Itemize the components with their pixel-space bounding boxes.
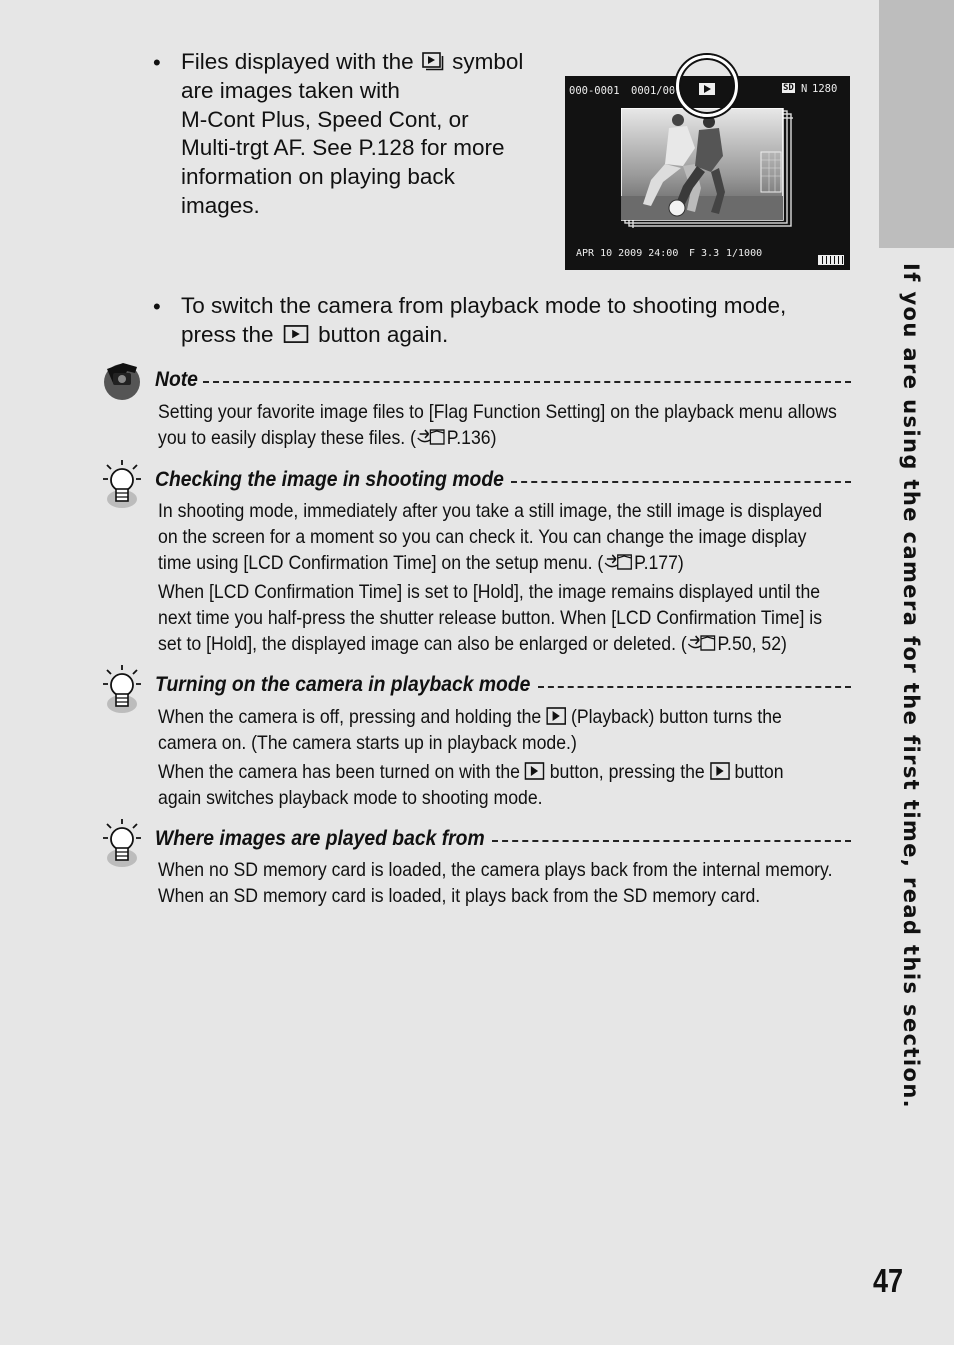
playback-button-icon <box>282 323 310 342</box>
tip-text: When the camera is off, pressing and holding the <box>158 706 542 728</box>
playback-button-icon <box>525 761 545 779</box>
page-reference-icon <box>687 633 718 651</box>
tip-text: P.177) <box>634 552 684 574</box>
note-body <box>158 399 846 454</box>
bullet-1-line: Files displayed with the <box>181 49 414 74</box>
tip-text: When no SD memory card is loaded, the camera plays back from the internal memory. <box>158 859 833 881</box>
bullet-2-line: To switch the camera from playback mode to shooting mode, <box>181 293 787 318</box>
tip-text: button, pressing the <box>549 761 705 783</box>
tip-text: P.50, 52) <box>717 633 787 655</box>
capture-date: APR 10 2009 24:00 <box>576 248 679 259</box>
bullet-dot: • <box>153 50 161 75</box>
note-title: Note <box>155 368 198 391</box>
bullet-2-line: press the <box>181 321 274 347</box>
tip-title: Checking the image in shooting mode <box>155 468 504 491</box>
sd-card-icon: SD <box>783 83 794 93</box>
quality-indicator: N <box>801 83 808 95</box>
image-count: 0001/000 <box>631 85 682 97</box>
tip-body <box>158 498 846 660</box>
divider-line <box>538 686 851 688</box>
bullet-2-text <box>181 292 861 350</box>
bullet-1-line: images. <box>181 192 260 218</box>
tip-text: (Playback) button turns the <box>570 706 782 728</box>
image-size: 1280 <box>812 83 838 95</box>
playback-button-icon <box>546 706 566 724</box>
tip-text: When an SD memory card is loaded, it plays back from the SD memory card. <box>158 885 761 907</box>
tip-body <box>158 704 846 814</box>
bullet-1-line: M-Cont Plus, Speed Cont, or <box>181 106 469 132</box>
bullet-1-line: Multi-trgt AF. See P.128 for more <box>181 135 505 161</box>
highlight-circle <box>676 55 738 117</box>
bullet-1-line: are images taken with <box>181 77 400 103</box>
lightbulb-icon <box>102 818 142 868</box>
tip-text: time using [LCD Confirmation Time] on the setup menu. ( <box>158 552 604 574</box>
section-tab-text: If you are using the camera for the first time, read this section. <box>899 263 923 1110</box>
bullet-1-line: symbol <box>452 49 524 74</box>
note-text: you to easily display these files. ( <box>158 427 416 449</box>
lightbulb-icon <box>102 459 142 509</box>
lightbulb-icon <box>102 664 142 714</box>
tip-text: When [LCD Confirmation Time] is set to [Hold], the image remains displayed until the <box>158 581 821 603</box>
battery-icon <box>818 255 844 265</box>
tip-text: next time you half-press the shutter release button. When [LCD Confirmation Time] is <box>158 607 823 629</box>
tip-text: In shooting mode, immediately after you take a still image, the still image is displayed <box>158 500 823 522</box>
bullet-1-text <box>181 48 551 221</box>
note-text: Setting your favorite image files to [Flag Function Setting] on the playback menu allows <box>158 401 837 423</box>
divider-line <box>203 381 851 383</box>
soccer-photo-image <box>621 108 793 228</box>
page-reference-icon <box>603 552 634 570</box>
bullet-dot: • <box>153 294 161 319</box>
tip-text: camera on. (The camera starts up in playback mode.) <box>158 732 577 754</box>
multi-frame-playback-icon <box>422 50 444 69</box>
page-reference-icon <box>416 427 447 445</box>
tip-body <box>158 857 846 912</box>
tip-title: Turning on the camera in playback mode <box>155 673 531 696</box>
tip-text: set to [Hold], the displayed image can also be enlarged or deleted. ( <box>158 633 687 655</box>
tip-text: on the screen for a moment so you can check it. You can change the image display <box>158 526 807 548</box>
page-number: 47 <box>872 1262 904 1299</box>
file-number: 000-0001 <box>569 85 620 97</box>
tip-title: Where images are played back from <box>155 827 485 850</box>
bullet-1-line: information on playing back <box>181 164 455 190</box>
tip-text: again switches playback mode to shooting mode. <box>158 787 543 809</box>
aperture-value: F 3.3 <box>689 248 720 259</box>
tip-text: When the camera has been turned on with the <box>158 761 520 783</box>
camera-note-icon <box>101 359 143 401</box>
tip-text: button <box>734 761 784 783</box>
note-text: P.136) <box>446 427 497 449</box>
playback-button-icon <box>710 761 730 779</box>
shutter-speed: 1/1000 <box>726 248 763 259</box>
divider-line <box>511 481 851 483</box>
bullet-2-line: button again. <box>318 321 449 347</box>
section-tab <box>879 0 954 248</box>
divider-line <box>492 840 851 842</box>
